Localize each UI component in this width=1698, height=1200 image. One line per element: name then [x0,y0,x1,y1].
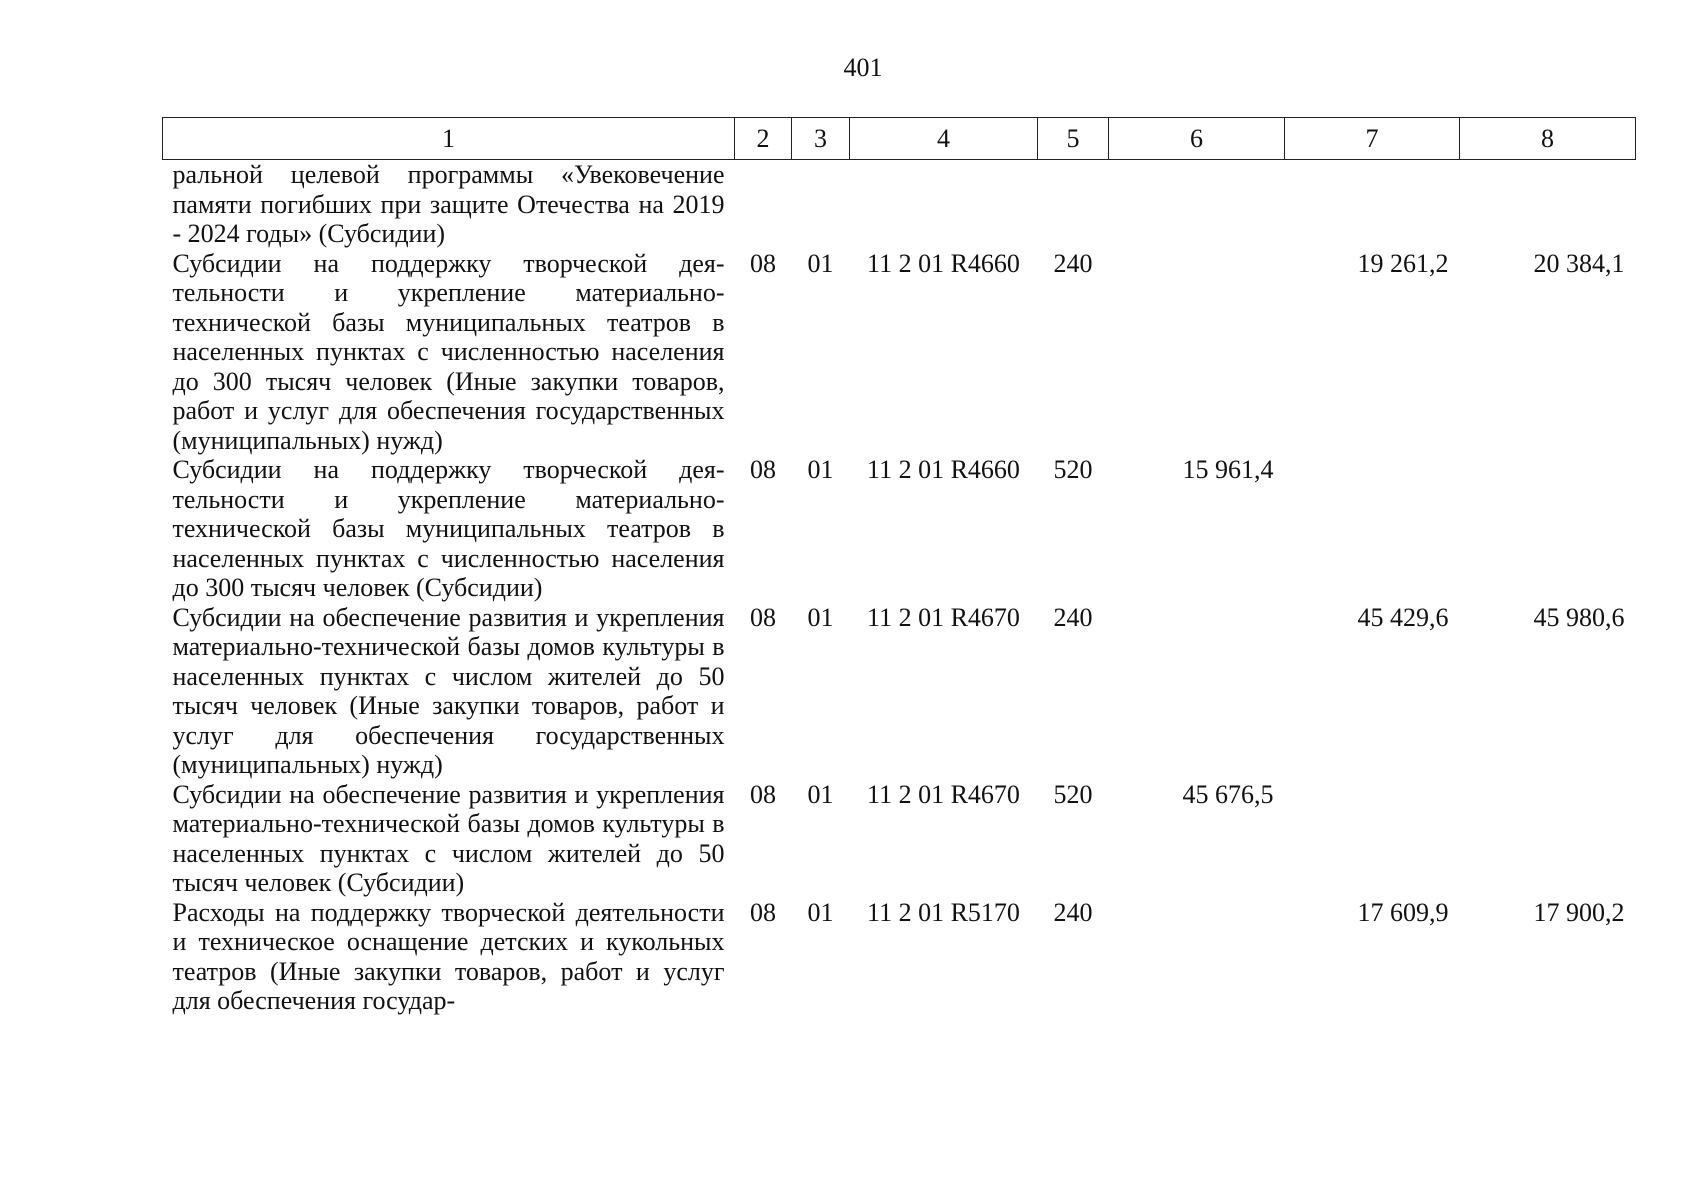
row-expense-type: 240 [1053,248,1093,278]
table-row [163,249,1636,456]
row-subsection: 01 [807,602,834,632]
row-name: Субсидии на поддержку творческой деятельности и укрепление материально-технической базы муниципальных театров в населенных пунктах с численностью населения до 300 тысяч человек (Субсидии) [172,455,725,602]
row-name: Субсидии на обеспечение развития и укрепления материально-технической базы домов культуры в населенных пунктах с числом жителей до 50 тысяч человек (Иные закупки товаров, работ и услуг для обеспечения государственных (муниципальных) нужд) [172,602,725,779]
header-col-4: 4 [850,118,1038,160]
row-expense-type: 520 [1053,455,1093,484]
row-target-article: 11 2 01 R4660 [867,248,1020,278]
row-amount-col6: 15 961,4 [1182,455,1274,484]
row-amount-col7: 45 429,6 [1357,602,1449,632]
row-section [735,160,792,249]
row-subsection: 01 [807,897,834,927]
header-col-7: 7 [1285,118,1460,160]
row-subsection: 01 [807,248,834,278]
header-col-3: 3 [792,118,850,160]
row-amount-col6 [1109,249,1285,456]
row-name: Субсидии на обеспечение развития и укрепления материально-технической базы домов культуры в населенных пунктах с числом жителей до 50 тысяч человек (Субсидии) [172,779,725,897]
header-col-2: 2 [735,118,792,160]
row-amount-col8: 45 980,6 [1533,602,1625,632]
row-section: 08 [750,248,776,278]
table-row [163,603,1636,780]
row-target-article: 11 2 01 R4660 [867,455,1020,484]
row-amount-col6 [1109,603,1285,780]
row-amount-col8 [1460,780,1636,898]
table-row [163,160,1636,249]
row-expense-type [1038,160,1109,249]
row-expense-type: 520 [1053,779,1093,809]
header-col-8: 8 [1460,118,1636,160]
table-row [163,898,1636,1016]
row-amount-col6 [1109,160,1285,249]
row-amount-col7 [1285,780,1460,898]
row-amount-col8 [1460,455,1636,603]
row-expense-type: 240 [1053,602,1093,632]
row-amount-col8: 20 384,1 [1533,248,1625,278]
table-row [163,455,1636,603]
row-amount-col7: 17 609,9 [1357,897,1449,927]
row-section: 08 [750,779,776,809]
row-target-article [850,160,1038,249]
page-number: 401 [843,53,883,82]
row-amount-col8: 17 900,2 [1533,897,1625,927]
row-amount-col8 [1460,160,1636,249]
row-name: Субсидии на поддержку творческой деятельности и укрепление материально-технической базы муниципальных театров в населенных пунктах с численностью населения до 300 тысяч человек (Иные закупки товаров, работ и услуг для обеспечения государственных (муниципальных) нужд) [172,248,725,455]
row-amount-col7 [1285,455,1460,603]
row-subsection: 01 [807,779,834,809]
row-amount-col6: 45 676,5 [1182,779,1274,809]
row-amount-col6 [1109,898,1285,1016]
row-subsection: 01 [807,455,834,484]
table-row [163,780,1636,898]
row-name: ральной целевой программы «Увековечение памяти погибших при защите Отечества на 2019 - 2024 годы» (Субсидии) [172,160,725,248]
row-target-article: 11 2 01 R4670 [867,602,1020,632]
row-subsection [792,160,850,249]
header-col-1: 1 [163,118,735,160]
row-section: 08 [750,602,776,632]
row-target-article: 11 2 01 R4670 [867,779,1020,809]
header-col-5: 5 [1038,118,1109,160]
row-section: 08 [750,897,776,927]
table-header-row [163,118,1636,160]
row-amount-col7 [1285,160,1460,249]
row-name: Расходы на поддержку творческой деятельности и техническое оснащение детских и кукольных театров (Иные закупки товаров, работ и услуг для обеспечения государ- [172,897,725,1015]
row-target-article: 11 2 01 R5170 [867,897,1020,927]
row-amount-col7: 19 261,2 [1357,248,1449,278]
row-section: 08 [750,455,776,484]
budget-table [162,117,1636,1016]
header-col-6: 6 [1109,118,1285,160]
row-expense-type: 240 [1053,897,1093,927]
